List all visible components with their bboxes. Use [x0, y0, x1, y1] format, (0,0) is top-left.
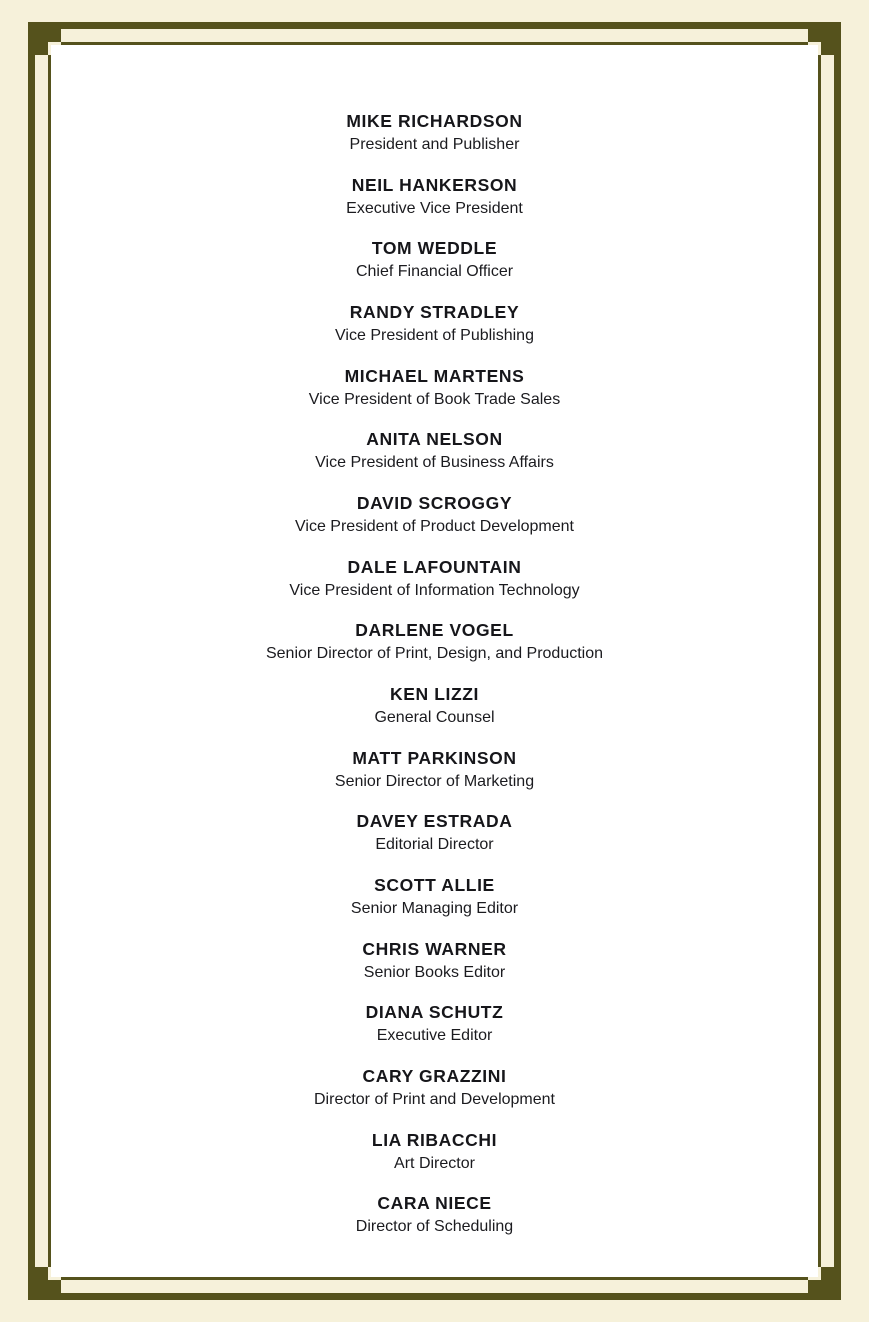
credit-entry	[51, 684, 818, 729]
credit-title: Vice President of Publishing	[335, 326, 534, 344]
credit-entry	[51, 1193, 818, 1238]
credit-title: Senior Managing Editor	[350, 899, 519, 917]
credit-entry	[51, 493, 818, 538]
credit-title: Director of Print and Development	[314, 1090, 555, 1108]
credit-name: MATT PARKINSON	[352, 747, 517, 768]
credit-entry	[51, 1066, 818, 1111]
credit-entry	[51, 1130, 818, 1175]
credit-entry	[51, 238, 818, 283]
credit-entry	[51, 557, 818, 602]
credit-name: MICHAEL MARTENS	[344, 365, 525, 386]
credit-title: President and Publisher	[349, 135, 520, 153]
credit-name: DAVEY ESTRADA	[356, 811, 513, 832]
credit-title: Vice President of Product Development	[295, 517, 574, 535]
credit-title: Chief Financial Officer	[355, 263, 514, 281]
credit-entry	[51, 175, 818, 220]
credit-name: ANITA NELSON	[366, 429, 503, 450]
credit-entry	[51, 1002, 818, 1047]
credit-name: LIA RIBACCHI	[371, 1129, 498, 1150]
credit-name: DAVID SCROGGY	[356, 493, 513, 514]
credit-name: DIANA SCHUTZ	[365, 1002, 504, 1023]
credit-title: Vice President of Book Trade Sales	[308, 390, 561, 408]
credit-title: Senior Books Editor	[363, 963, 506, 981]
credit-entry	[51, 811, 818, 856]
credit-entry	[51, 366, 818, 411]
credit-title: Director of Scheduling	[355, 1218, 514, 1236]
credit-entry	[51, 302, 818, 347]
credit-entry	[51, 620, 818, 665]
credit-name: CARY GRAZZINI	[362, 1066, 507, 1087]
credit-title: Executive Vice President	[346, 199, 523, 217]
credit-entry	[51, 939, 818, 984]
credit-name: NEIL HANKERSON	[351, 174, 518, 195]
credit-title: General Counsel	[374, 708, 495, 726]
credit-name: CHRIS WARNER	[362, 938, 507, 959]
credit-name: DALE LAFOUNTAIN	[347, 556, 522, 577]
credit-title: Editorial Director	[375, 836, 494, 854]
page-content-area	[51, 45, 818, 1277]
credit-title: Senior Director of Marketing	[334, 772, 535, 790]
credit-title: Executive Editor	[376, 1027, 493, 1045]
credit-entry	[51, 111, 818, 156]
credit-title: Vice President of Business Affairs	[315, 454, 554, 472]
credit-title: Senior Director of Print, Design, and Production	[265, 645, 604, 663]
credit-entry	[51, 875, 818, 920]
credit-name: KEN LIZZI	[389, 684, 479, 705]
credit-name: SCOTT ALLIE	[374, 875, 495, 896]
credits-list	[51, 111, 818, 1238]
credit-entry	[51, 429, 818, 474]
credit-name: RANDY STRADLEY	[349, 302, 520, 323]
credit-name: CARA NIECE	[377, 1193, 492, 1214]
credit-name: TOM WEDDLE	[371, 238, 498, 259]
credit-title: Art Director	[394, 1154, 475, 1172]
credit-title: Vice President of Information Technology	[289, 581, 580, 599]
credit-entry	[51, 748, 818, 793]
credit-name: DARLENE VOGEL	[355, 620, 514, 641]
credit-name: MIKE RICHARDSON	[346, 111, 523, 131]
